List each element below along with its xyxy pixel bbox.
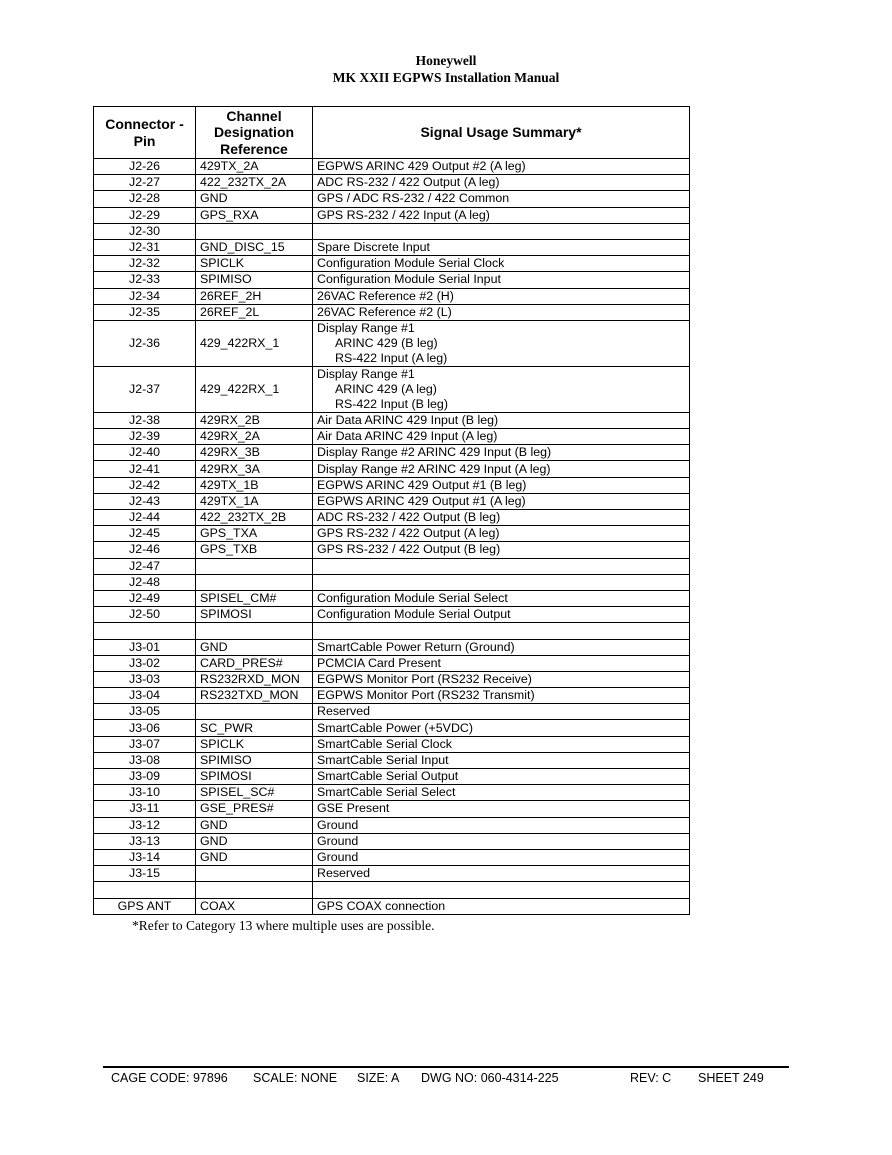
table-row bbox=[94, 590, 690, 606]
usage-cell bbox=[313, 493, 690, 509]
footnote: *Refer to Category 13 where multiple uses are possible. bbox=[132, 918, 435, 933]
usage-cell bbox=[313, 655, 690, 671]
table-row bbox=[94, 256, 690, 272]
usage-line: Air Data ARINC 429 Input (A leg) bbox=[317, 429, 498, 444]
usage-line: ARINC 429 (B leg) bbox=[335, 335, 438, 350]
footer-size: SIZE: A bbox=[357, 1071, 400, 1085]
usage-cell bbox=[313, 720, 690, 736]
pin-cell: J3-04 bbox=[94, 688, 196, 704]
usage-line: 26VAC Reference #2 (H) bbox=[317, 288, 454, 303]
channel-cell: SPISEL_SC# bbox=[196, 785, 313, 801]
usage-cell bbox=[313, 304, 690, 320]
usage-cell bbox=[313, 590, 690, 606]
pin-cell: J3-01 bbox=[94, 639, 196, 655]
table-row bbox=[94, 898, 690, 914]
channel-cell: 429TX_1B bbox=[196, 477, 313, 493]
usage-line: GPS COAX connection bbox=[317, 898, 446, 913]
footer-sheet: SHEET 249 bbox=[698, 1071, 764, 1085]
usage-line: EGPWS Monitor Port (RS232 Receive) bbox=[317, 671, 532, 686]
pin-cell: J2-34 bbox=[94, 288, 196, 304]
table-row bbox=[94, 671, 690, 687]
usage-cell bbox=[313, 288, 690, 304]
table-row bbox=[94, 320, 690, 366]
pin-cell: J2-35 bbox=[94, 304, 196, 320]
pin-cell: J3-02 bbox=[94, 655, 196, 671]
usage-line: GPS RS-232 / 422 Input (A leg) bbox=[317, 207, 490, 222]
pin-cell: J2-36 bbox=[94, 320, 196, 366]
channel-cell: SPISEL_CM# bbox=[196, 590, 313, 606]
header-channel: Channel Designation Reference bbox=[196, 107, 313, 159]
channel-cell: 429TX_2A bbox=[196, 159, 313, 175]
usage-cell bbox=[313, 159, 690, 175]
table-row bbox=[94, 223, 690, 239]
table-row bbox=[94, 623, 690, 639]
usage-line: Air Data ARINC 429 Input (B leg) bbox=[317, 412, 499, 427]
pin-cell: J2-47 bbox=[94, 558, 196, 574]
usage-line: GSE Present bbox=[317, 801, 390, 816]
usage-line: Ground bbox=[317, 817, 359, 832]
usage-cell bbox=[313, 866, 690, 882]
usage-cell bbox=[313, 412, 690, 428]
usage-cell bbox=[313, 817, 690, 833]
usage-cell bbox=[313, 882, 690, 898]
channel-cell: GND bbox=[196, 191, 313, 207]
pin-cell: J2-33 bbox=[94, 272, 196, 288]
usage-line: Configuration Module Serial Select bbox=[317, 591, 508, 606]
usage-line: Display Range #2 ARINC 429 Input (B leg) bbox=[317, 445, 552, 460]
channel-cell bbox=[196, 866, 313, 882]
table-row bbox=[94, 526, 690, 542]
footer-rev: REV: C bbox=[630, 1071, 672, 1085]
usage-cell bbox=[313, 898, 690, 914]
channel-cell: GND_DISC_15 bbox=[196, 239, 313, 255]
pin-cell: J2-42 bbox=[94, 477, 196, 493]
pin-cell: J3-08 bbox=[94, 752, 196, 768]
usage-cell bbox=[313, 223, 690, 239]
pin-cell: J3-09 bbox=[94, 769, 196, 785]
table-row bbox=[94, 493, 690, 509]
pin-cell bbox=[94, 623, 196, 639]
usage-cell bbox=[313, 801, 690, 817]
table-row bbox=[94, 639, 690, 655]
table-row bbox=[94, 412, 690, 428]
pin-cell: J3-06 bbox=[94, 720, 196, 736]
channel-cell: 429_422RX_1 bbox=[196, 366, 313, 412]
usage-line: Configuration Module Serial Clock bbox=[317, 256, 505, 271]
channel-cell bbox=[196, 623, 313, 639]
header-usage: Signal Usage Summary* bbox=[313, 107, 690, 159]
usage-cell bbox=[313, 769, 690, 785]
table-row bbox=[94, 752, 690, 768]
usage-line: 26VAC Reference #2 (L) bbox=[317, 304, 452, 319]
pin-cell: J3-07 bbox=[94, 736, 196, 752]
channel-cell: RS232TXD_MON bbox=[196, 688, 313, 704]
usage-cell bbox=[313, 688, 690, 704]
channel-cell: 422_232TX_2B bbox=[196, 510, 313, 526]
table-row bbox=[94, 801, 690, 817]
footer-rule bbox=[103, 1066, 789, 1068]
usage-line: EGPWS ARINC 429 Output #2 (A leg) bbox=[317, 159, 526, 174]
usage-cell bbox=[313, 639, 690, 655]
pin-cell: J2-31 bbox=[94, 239, 196, 255]
usage-cell bbox=[313, 461, 690, 477]
table-row bbox=[94, 239, 690, 255]
usage-line: SmartCable Serial Clock bbox=[317, 736, 452, 751]
usage-line: Ground bbox=[317, 833, 359, 848]
usage-cell bbox=[313, 736, 690, 752]
pin-cell: J3-14 bbox=[94, 849, 196, 865]
channel-cell: SPICLK bbox=[196, 736, 313, 752]
table-row bbox=[94, 769, 690, 785]
usage-cell bbox=[313, 207, 690, 223]
channel-cell: GND bbox=[196, 639, 313, 655]
channel-cell: SPIMISO bbox=[196, 752, 313, 768]
usage-line: Reserved bbox=[317, 866, 371, 881]
header-title: MK XXII EGPWS Installation Manual bbox=[332, 70, 560, 85]
usage-cell bbox=[313, 558, 690, 574]
usage-line: EGPWS ARINC 429 Output #1 (B leg) bbox=[317, 477, 527, 492]
channel-cell: GND bbox=[196, 833, 313, 849]
footer-dwg-no: DWG NO: 060-4314-225 bbox=[421, 1071, 559, 1085]
pin-cell: J2-49 bbox=[94, 590, 196, 606]
usage-line: GPS RS-232 / 422 Output (B leg) bbox=[317, 542, 501, 557]
usage-line: Configuration Module Serial Input bbox=[317, 272, 501, 287]
pin-cell: J2-43 bbox=[94, 493, 196, 509]
usage-cell bbox=[313, 239, 690, 255]
channel-cell: GND bbox=[196, 849, 313, 865]
channel-cell: 429_422RX_1 bbox=[196, 320, 313, 366]
table-row bbox=[94, 688, 690, 704]
pin-cell: J3-10 bbox=[94, 785, 196, 801]
table-row bbox=[94, 288, 690, 304]
pin-cell: J2-45 bbox=[94, 526, 196, 542]
pin-cell: J2-50 bbox=[94, 607, 196, 623]
usage-cell bbox=[313, 704, 690, 720]
channel-cell: SC_PWR bbox=[196, 720, 313, 736]
channel-cell bbox=[196, 223, 313, 239]
channel-cell: SPIMOSI bbox=[196, 769, 313, 785]
table-row bbox=[94, 542, 690, 558]
table-row bbox=[94, 817, 690, 833]
table-row bbox=[94, 558, 690, 574]
header-pin: Connector - Pin bbox=[94, 107, 196, 159]
pin-cell: J2-29 bbox=[94, 207, 196, 223]
table-row bbox=[94, 366, 690, 412]
channel-cell: 26REF_2H bbox=[196, 288, 313, 304]
usage-cell bbox=[313, 445, 690, 461]
usage-cell bbox=[313, 272, 690, 288]
usage-cell bbox=[313, 191, 690, 207]
usage-cell bbox=[313, 833, 690, 849]
pin-cell: J2-32 bbox=[94, 256, 196, 272]
usage-line: Reserved bbox=[317, 704, 371, 719]
pin-cell: J2-46 bbox=[94, 542, 196, 558]
usage-line: SmartCable Serial Select bbox=[317, 785, 456, 800]
pin-cell: J3-05 bbox=[94, 704, 196, 720]
usage-cell bbox=[313, 320, 690, 366]
pin-cell: J3-11 bbox=[94, 801, 196, 817]
pin-cell: J2-30 bbox=[94, 223, 196, 239]
usage-cell bbox=[313, 526, 690, 542]
channel-cell bbox=[196, 704, 313, 720]
table-row bbox=[94, 866, 690, 882]
pin-cell: J3-12 bbox=[94, 817, 196, 833]
table-row bbox=[94, 477, 690, 493]
table-row bbox=[94, 736, 690, 752]
table-row bbox=[94, 175, 690, 191]
table-row bbox=[94, 655, 690, 671]
channel-cell: 429RX_2A bbox=[196, 429, 313, 445]
table-row bbox=[94, 882, 690, 898]
channel-cell: SPIMISO bbox=[196, 272, 313, 288]
usage-cell bbox=[313, 671, 690, 687]
channel-cell: GSE_PRES# bbox=[196, 801, 313, 817]
usage-line: Display Range #1 bbox=[317, 320, 415, 335]
pin-cell: J2-26 bbox=[94, 159, 196, 175]
table-row bbox=[94, 833, 690, 849]
footer bbox=[111, 1071, 781, 1089]
channel-cell: GND bbox=[196, 817, 313, 833]
usage-line: EGPWS Monitor Port (RS232 Transmit) bbox=[317, 688, 535, 703]
channel-cell: CARD_PRES# bbox=[196, 655, 313, 671]
channel-cell: 429RX_3A bbox=[196, 461, 313, 477]
usage-line: GPS RS-232 / 422 Output (A leg) bbox=[317, 526, 500, 541]
pin-cell: J2-44 bbox=[94, 510, 196, 526]
usage-line: Configuration Module Serial Output bbox=[317, 607, 511, 622]
usage-line: SmartCable Power Return (Ground) bbox=[317, 639, 515, 654]
channel-cell bbox=[196, 558, 313, 574]
table-header-row bbox=[94, 107, 690, 159]
table-row bbox=[94, 607, 690, 623]
channel-cell: 429TX_1A bbox=[196, 493, 313, 509]
table-row bbox=[94, 429, 690, 445]
usage-cell bbox=[313, 785, 690, 801]
usage-line: RS-422 Input (B leg) bbox=[335, 396, 448, 411]
table-row bbox=[94, 461, 690, 477]
channel-cell: RS232RXD_MON bbox=[196, 671, 313, 687]
table-row bbox=[94, 720, 690, 736]
pin-cell: J3-15 bbox=[94, 866, 196, 882]
channel-cell bbox=[196, 574, 313, 590]
usage-line: PCMCIA Card Present bbox=[317, 655, 441, 670]
channel-cell: SPIMOSI bbox=[196, 607, 313, 623]
usage-line: SmartCable Power (+5VDC) bbox=[317, 720, 473, 735]
channel-cell: 429RX_2B bbox=[196, 412, 313, 428]
table-row bbox=[94, 574, 690, 590]
channel-cell: GPS_TXB bbox=[196, 542, 313, 558]
table-row bbox=[94, 445, 690, 461]
usage-line: Display Range #1 bbox=[317, 366, 415, 381]
usage-cell bbox=[313, 510, 690, 526]
usage-cell bbox=[313, 429, 690, 445]
usage-line: ADC RS-232 / 422 Output (B leg) bbox=[317, 510, 501, 525]
table-row bbox=[94, 272, 690, 288]
usage-line: RS-422 Input (A leg) bbox=[335, 350, 448, 365]
usage-cell bbox=[313, 477, 690, 493]
usage-cell bbox=[313, 256, 690, 272]
pin-table bbox=[93, 106, 690, 915]
pin-cell: J3-03 bbox=[94, 671, 196, 687]
pin-cell: J2-48 bbox=[94, 574, 196, 590]
header-company: Honeywell bbox=[415, 53, 477, 68]
usage-line: SmartCable Serial Input bbox=[317, 752, 449, 767]
usage-cell bbox=[313, 366, 690, 412]
footer-cage-code: CAGE CODE: 97896 bbox=[111, 1071, 228, 1085]
channel-cell: COAX bbox=[196, 898, 313, 914]
pin-cell: J2-27 bbox=[94, 175, 196, 191]
usage-cell bbox=[313, 175, 690, 191]
table-row bbox=[94, 704, 690, 720]
usage-line: Display Range #2 ARINC 429 Input (A leg) bbox=[317, 461, 551, 476]
table-row bbox=[94, 304, 690, 320]
table-row bbox=[94, 191, 690, 207]
pin-cell: J2-41 bbox=[94, 461, 196, 477]
channel-cell: GPS_RXA bbox=[196, 207, 313, 223]
usage-cell bbox=[313, 542, 690, 558]
table-row bbox=[94, 849, 690, 865]
pin-cell: J2-38 bbox=[94, 412, 196, 428]
footer-scale: SCALE: NONE bbox=[253, 1071, 338, 1085]
usage-line: ADC RS-232 / 422 Output (A leg) bbox=[317, 175, 500, 190]
channel-cell bbox=[196, 882, 313, 898]
pin-cell bbox=[94, 882, 196, 898]
channel-cell: SPICLK bbox=[196, 256, 313, 272]
channel-cell: 422_232TX_2A bbox=[196, 175, 313, 191]
channel-cell: GPS_TXA bbox=[196, 526, 313, 542]
table-row bbox=[94, 510, 690, 526]
usage-cell bbox=[313, 623, 690, 639]
usage-line: ARINC 429 (A leg) bbox=[335, 381, 437, 396]
table-row bbox=[94, 785, 690, 801]
channel-cell: 26REF_2L bbox=[196, 304, 313, 320]
usage-cell bbox=[313, 849, 690, 865]
usage-line: SmartCable Serial Output bbox=[317, 769, 459, 784]
usage-line: Ground bbox=[317, 850, 359, 865]
pin-cell: J2-40 bbox=[94, 445, 196, 461]
pin-cell: GPS ANT bbox=[94, 898, 196, 914]
usage-line: Spare Discrete Input bbox=[317, 240, 430, 255]
usage-line: EGPWS ARINC 429 Output #1 (A leg) bbox=[317, 493, 526, 508]
pin-cell: J2-28 bbox=[94, 191, 196, 207]
table-row bbox=[94, 159, 690, 175]
pin-cell: J2-39 bbox=[94, 429, 196, 445]
usage-cell bbox=[313, 574, 690, 590]
pin-cell: J3-13 bbox=[94, 833, 196, 849]
table-body bbox=[94, 159, 690, 915]
usage-cell bbox=[313, 607, 690, 623]
pin-cell: J2-37 bbox=[94, 366, 196, 412]
usage-cell bbox=[313, 752, 690, 768]
usage-line: GPS / ADC RS-232 / 422 Common bbox=[317, 191, 510, 206]
table-row bbox=[94, 207, 690, 223]
channel-cell: 429RX_3B bbox=[196, 445, 313, 461]
